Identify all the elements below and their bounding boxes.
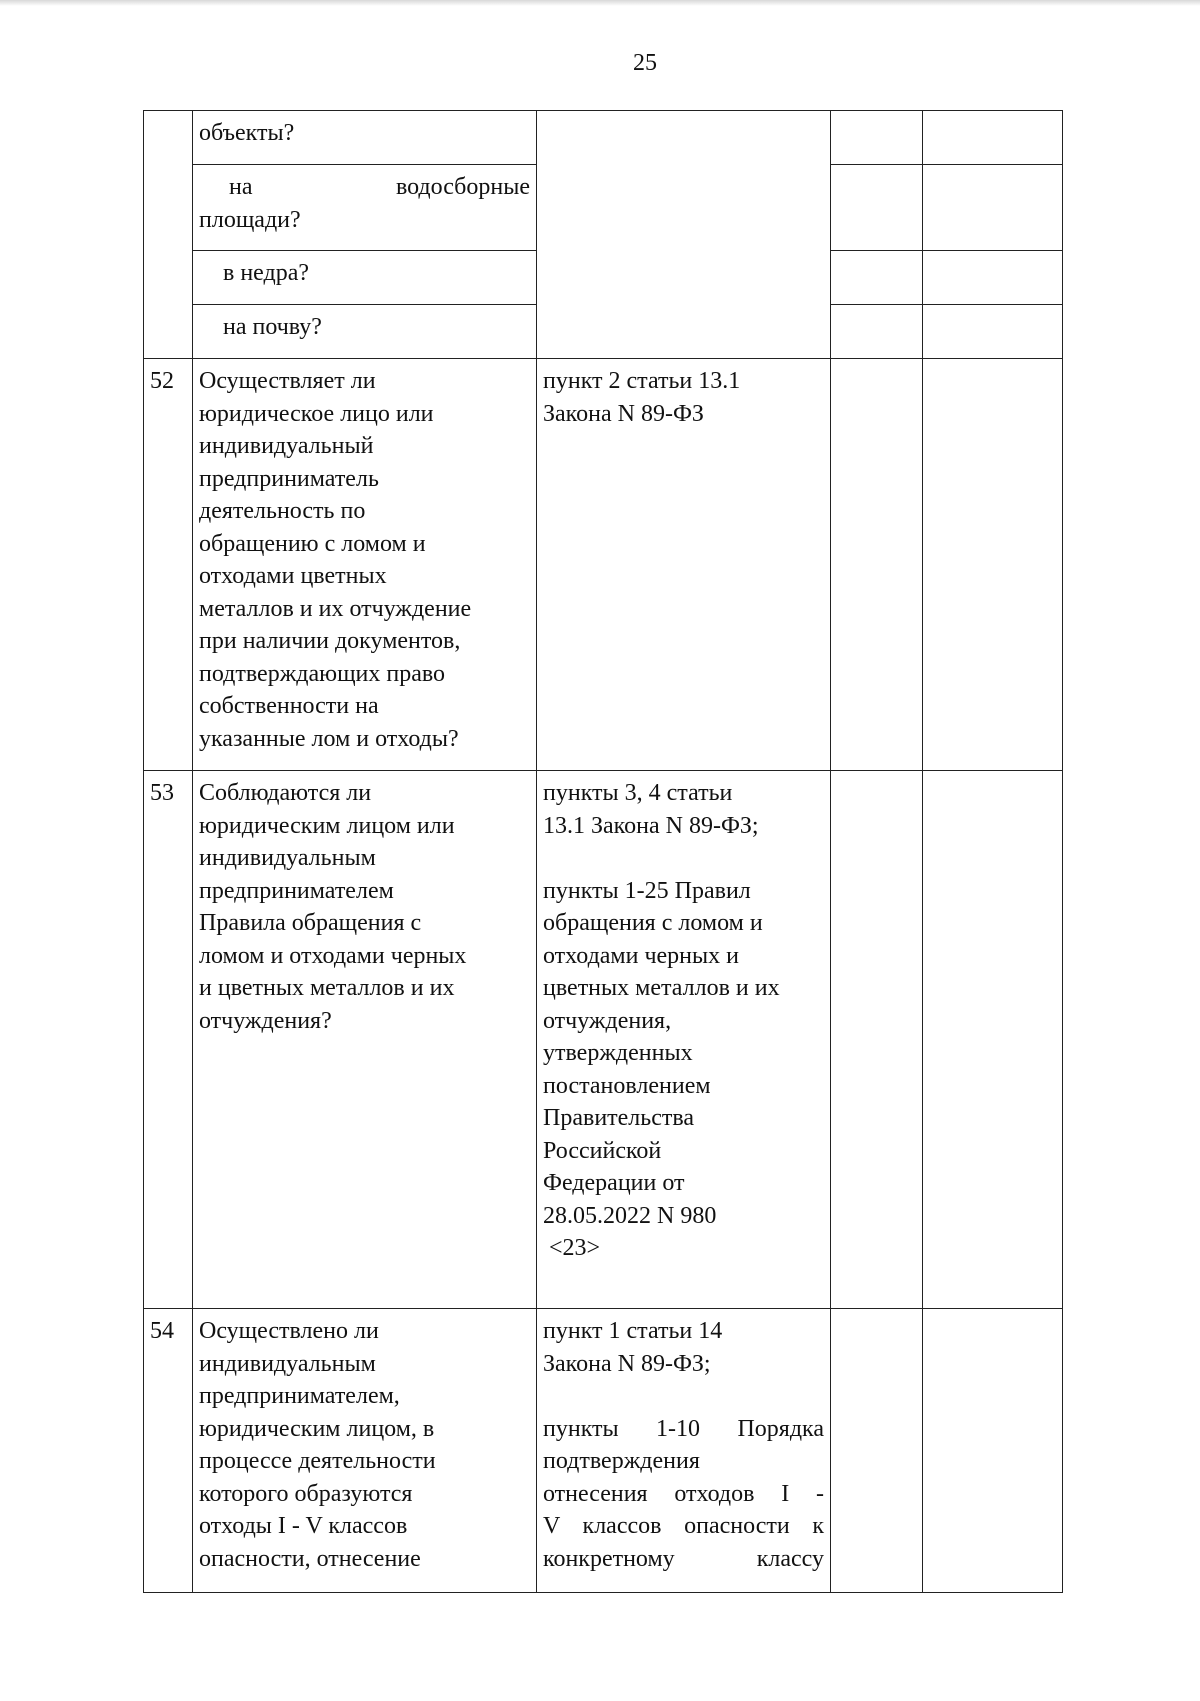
question-line: индивидуальный <box>199 433 374 459</box>
legal-line: 13.1 Закона N 89-ФЗ; <box>543 812 759 839</box>
question-line: Осуществлено ли <box>199 1318 379 1344</box>
note-cell <box>923 165 1063 251</box>
answer-cell <box>831 305 923 359</box>
legal-line: цветных металлов и их <box>543 975 780 1001</box>
question-line: предпринимателем, <box>199 1383 400 1409</box>
question-cell-cont-3 <box>193 251 537 305</box>
question-line: отходы I - V классов <box>199 1513 408 1539</box>
legal-cell-53 <box>537 771 831 1309</box>
legal-line: подтверждения <box>543 1448 700 1474</box>
question-line: отходами цветных <box>199 563 387 589</box>
question-line: ломом и отходами черных <box>199 942 467 969</box>
answer-cell <box>831 251 923 305</box>
legal-cell-cont <box>537 111 831 359</box>
legal-line: пункты 1-10 Порядка <box>543 1415 824 1442</box>
question-line: юридическим лицом, в <box>199 1415 435 1442</box>
question-word: на <box>229 174 253 200</box>
answer-cell <box>831 111 923 165</box>
table-row-54 <box>144 1309 1063 1593</box>
row-number: 54 <box>144 1309 193 1593</box>
legal-line: отходами черных и <box>543 942 739 969</box>
question-second-line: площади? <box>199 206 301 233</box>
number-cell-cont <box>144 111 193 359</box>
row-number: 52 <box>144 359 193 771</box>
question-line: процессе деятельности <box>199 1448 436 1474</box>
legal-cell-54 <box>537 1309 831 1593</box>
legal-line: пункт 1 статьи 14 <box>543 1318 723 1344</box>
question-line: и цветных металлов и их <box>199 975 455 1001</box>
question-line: предпринимателем <box>199 877 394 904</box>
note-cell <box>923 251 1063 305</box>
question-line: опасности, отнесение <box>199 1545 421 1572</box>
question-line: деятельность по <box>199 498 366 524</box>
answer-cell <box>831 1309 923 1593</box>
table-row-cont-1 <box>144 111 1063 165</box>
question-cell-53 <box>193 771 537 1309</box>
legal-cell-52 <box>537 359 831 771</box>
question-line: которого образуются <box>199 1480 413 1507</box>
question-line: индивидуальным <box>199 845 376 871</box>
question-line: собственности на <box>199 693 379 719</box>
question-line: обращению с ломом и <box>199 530 426 557</box>
legal-line: Российской <box>543 1137 662 1164</box>
question-line: металлов и их отчуждение <box>199 595 472 622</box>
answer-cell <box>831 165 923 251</box>
question-cell-cont-4 <box>193 305 537 359</box>
legal-line: утвержденных <box>543 1040 693 1066</box>
note-cell <box>923 771 1063 1309</box>
legal-line: обращения с ломом и <box>543 910 763 936</box>
question-cell-54 <box>193 1309 537 1593</box>
legal-line: <23> <box>543 1235 601 1261</box>
legal-line: Закона N 89-ФЗ <box>543 400 704 427</box>
row-number: 53 <box>144 771 193 1309</box>
question-line: Осуществляет ли <box>199 368 376 394</box>
table-row-52 <box>144 359 1063 771</box>
answer-cell <box>831 359 923 771</box>
page-number: 25 <box>633 50 657 76</box>
question-text: на почву? <box>223 314 322 340</box>
question-line: индивидуальным <box>199 1350 376 1377</box>
table-row-53 <box>144 771 1063 1309</box>
question-cell-cont-2 <box>193 165 537 251</box>
legal-line: Федерации от <box>543 1170 685 1196</box>
legal-line: отнесения отходов I - <box>543 1480 824 1507</box>
legal-line: пункты 3, 4 статьи <box>543 780 733 806</box>
question-line: при наличии документов, <box>199 628 461 654</box>
note-cell <box>923 1309 1063 1593</box>
legal-line: конкретному классу <box>543 1545 824 1572</box>
question-line: указанные лом и отходы? <box>199 725 459 752</box>
question-line: Соблюдаются ли <box>199 780 372 806</box>
question-line: юридическим лицом или <box>199 812 455 839</box>
question-text: объекты? <box>199 120 295 146</box>
legal-line: постановлением <box>543 1072 711 1099</box>
question-line: юридическое лицо или <box>199 400 434 427</box>
checklist-table <box>143 110 1063 1593</box>
answer-cell <box>831 771 923 1309</box>
question-text: в недра? <box>223 260 310 286</box>
note-cell <box>923 111 1063 165</box>
question-cell-cont-1 <box>193 111 537 165</box>
question-line: предприниматель <box>199 465 379 492</box>
scan-edge <box>0 0 1200 6</box>
question-line: Правила обращения с <box>199 910 422 936</box>
legal-line: пункт 2 статьи 13.1 <box>543 368 741 394</box>
question-line: отчуждения? <box>199 1007 332 1034</box>
question-first-line <box>199 171 530 204</box>
question-line: подтверждающих право <box>199 660 446 687</box>
question-word: водосборные <box>395 174 530 200</box>
legal-line: V классов опасности к <box>543 1513 824 1539</box>
legal-line: отчуждения, <box>543 1007 672 1034</box>
legal-line: 28.05.2022 N 980 <box>543 1202 717 1229</box>
legal-line: Закона N 89-ФЗ; <box>543 1350 711 1377</box>
question-cell-52 <box>193 359 537 771</box>
note-cell <box>923 305 1063 359</box>
legal-line: пункты 1-25 Правил <box>543 877 751 904</box>
legal-line: Правительства <box>543 1105 695 1131</box>
note-cell <box>923 359 1063 771</box>
